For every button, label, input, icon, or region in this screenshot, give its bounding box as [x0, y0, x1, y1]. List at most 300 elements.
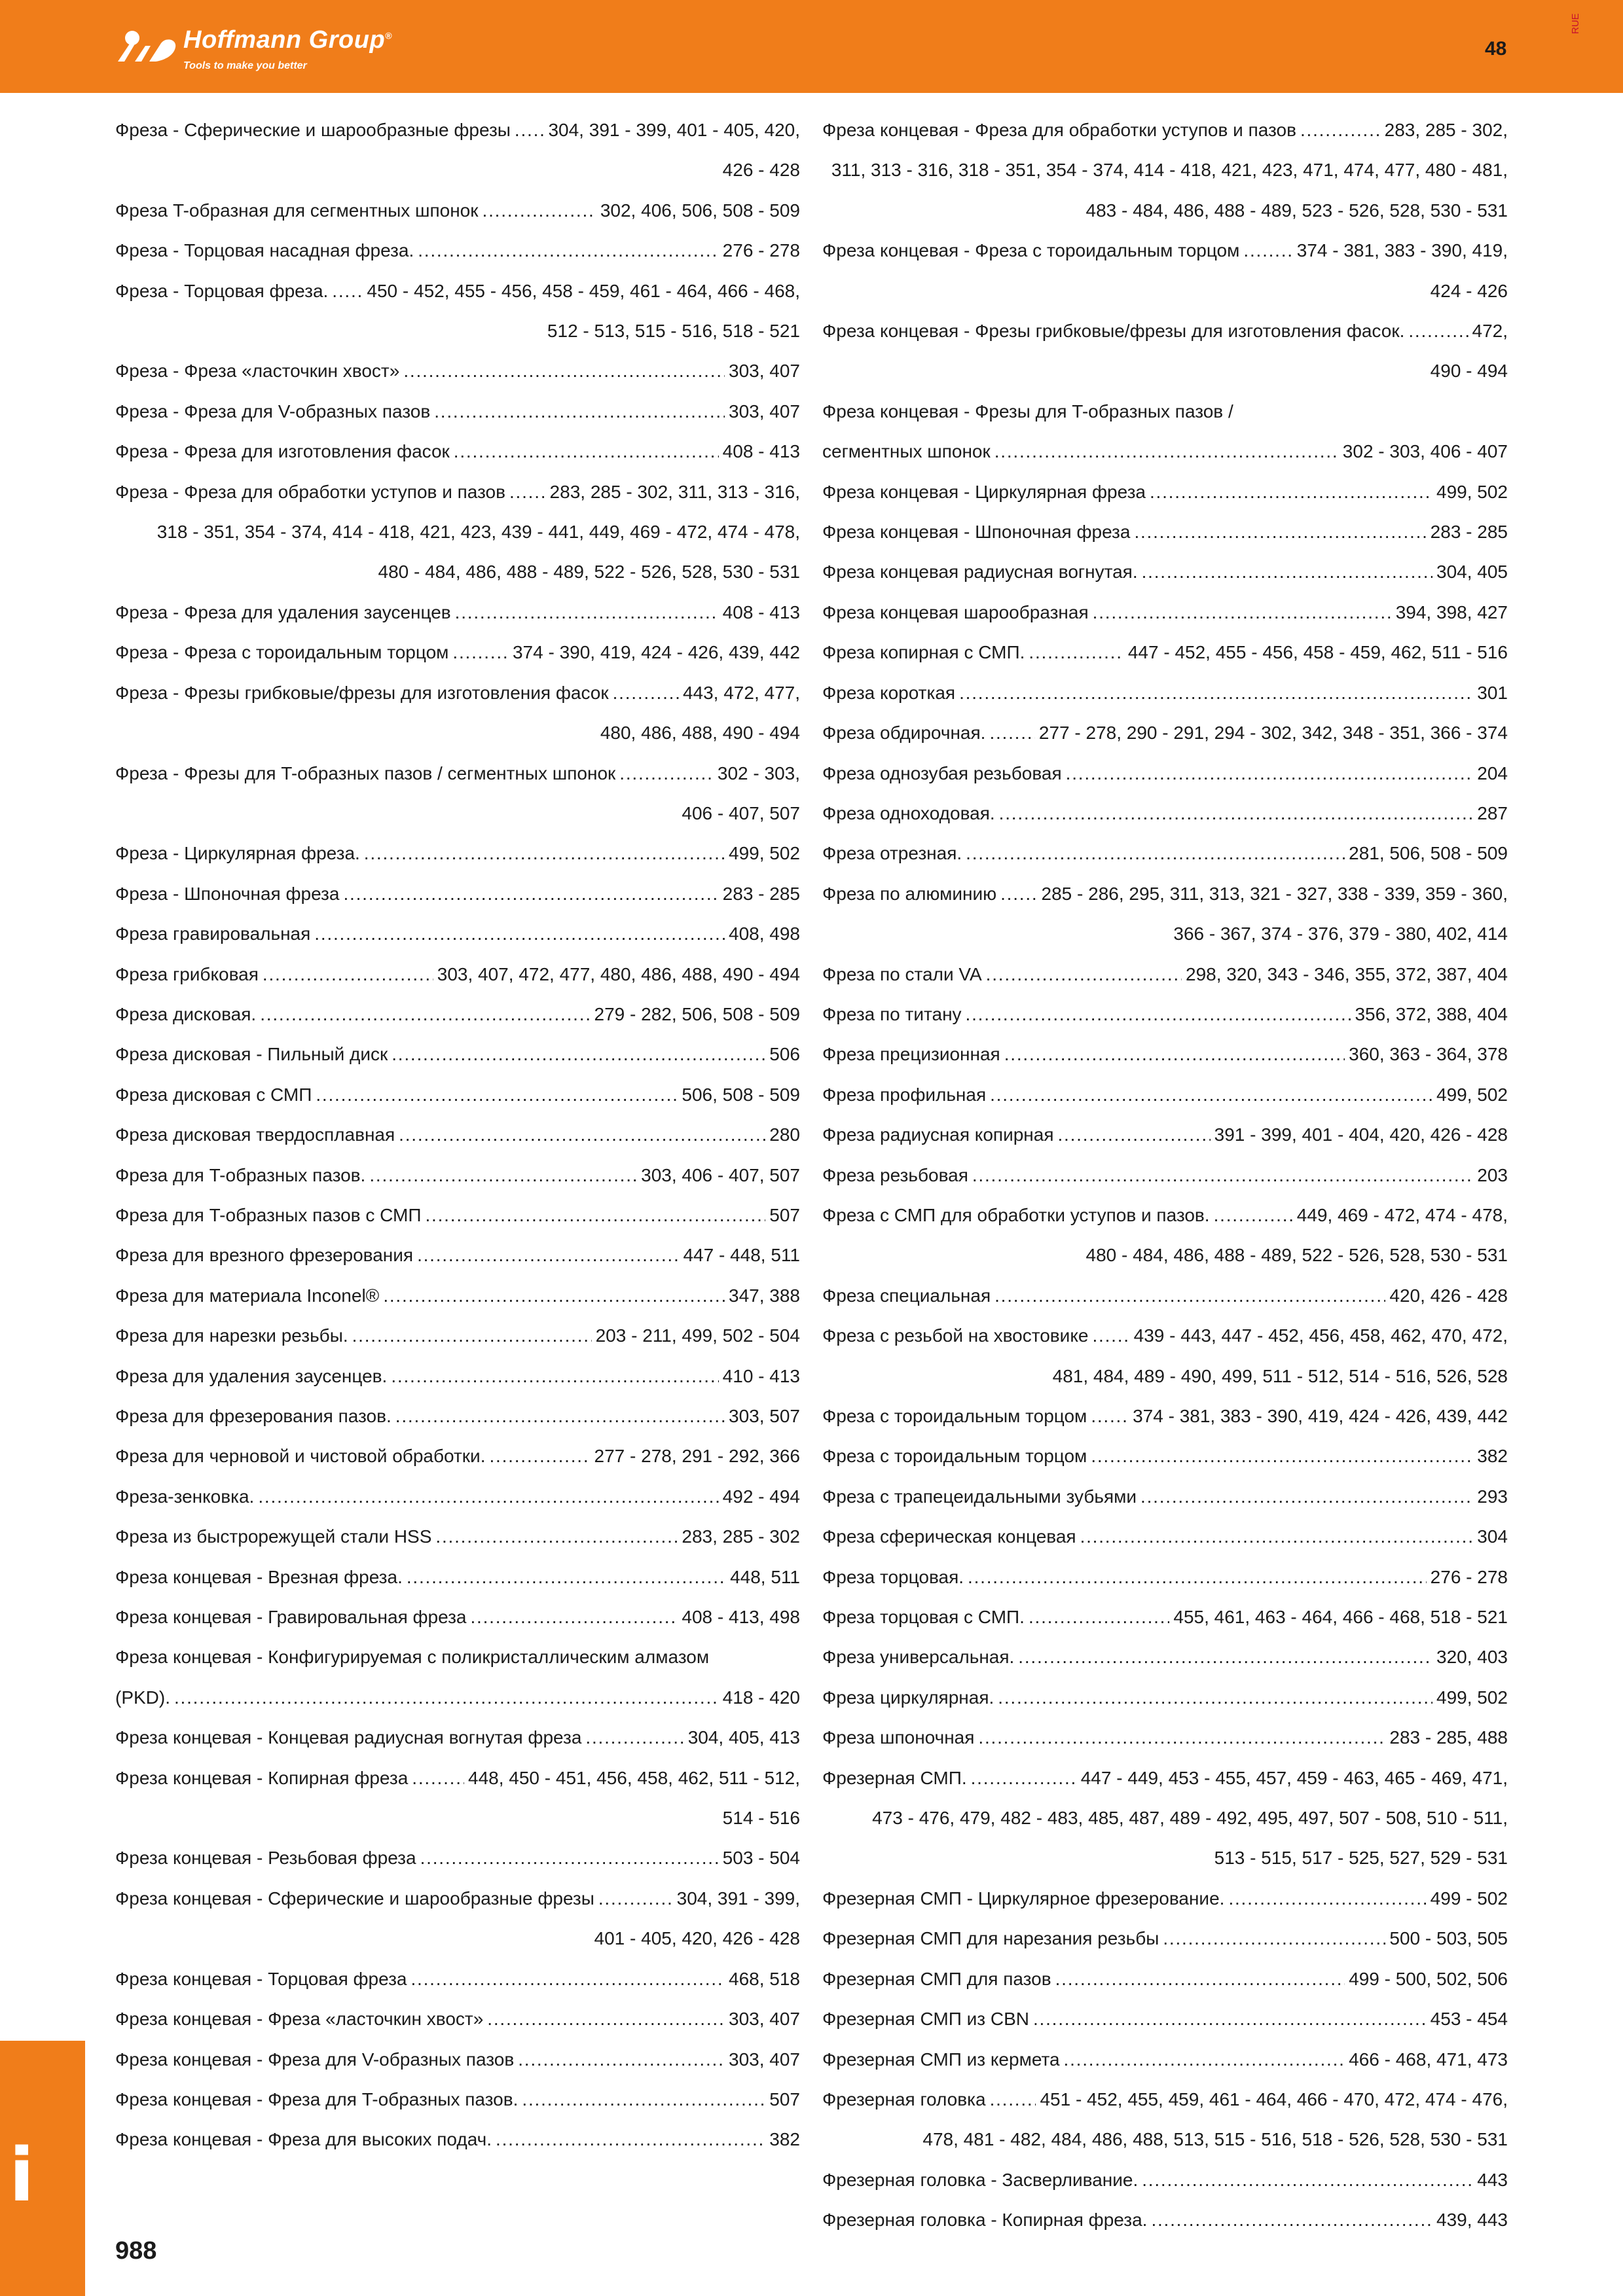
index-entry: [822, 2079, 1508, 2119]
page-reference[interactable]: 302 - 303,: [717, 762, 800, 783]
dot-leader: [391, 1356, 718, 1396]
index-entry: [115, 1717, 800, 1757]
dot-leader: [994, 431, 1339, 471]
index-term: Фреза обдирочная.: [822, 723, 986, 744]
dot-leader: [470, 1597, 678, 1637]
dot-leader: [1408, 311, 1468, 351]
page-reference[interactable]: 302, 406, 506, 508 - 509: [600, 200, 800, 221]
dot-leader: [1142, 2160, 1473, 2200]
page-reference[interactable]: 298, 320, 343 - 346, 355, 372, 387, 404: [1186, 963, 1508, 984]
dot-leader: [352, 1316, 592, 1355]
page-reference[interactable]: 506, 508 - 509: [682, 1084, 800, 1105]
index-term: Фреза-зенковка.: [115, 1486, 255, 1507]
dot-leader: [1142, 552, 1432, 592]
dot-leader: [1018, 1637, 1432, 1677]
page-reference[interactable]: 277 - 278, 291 - 292, 366: [594, 1446, 800, 1467]
index-entry: [115, 753, 800, 793]
index-term: Фреза - Фреза для изготовления фасок: [115, 441, 450, 462]
page-reference[interactable]: 304, 391 - 399, 401 - 405, 420,: [548, 120, 800, 140]
index-entry: [115, 1959, 800, 1999]
dot-leader: [1066, 753, 1474, 793]
dot-leader: [986, 954, 1182, 994]
page-reference[interactable]: 276 - 278: [1430, 1566, 1508, 1587]
dot-leader: [990, 1075, 1432, 1115]
page-reference[interactable]: 447 - 449, 453 - 455, 457, 459 - 463, 465 - 469, 471,: [1080, 1767, 1508, 1788]
dot-leader: [417, 1235, 679, 1275]
page-reference[interactable]: 394, 398, 427: [1395, 601, 1508, 622]
page-reference[interactable]: 410 - 413: [722, 1365, 800, 1386]
index-column-right: [822, 110, 1508, 2240]
dot-leader: [994, 1276, 1385, 1316]
language-tag: RUE: [1570, 13, 1581, 34]
dot-leader: [332, 271, 363, 311]
page-reference[interactable]: 382: [769, 2129, 800, 2150]
index-term: сегментных шпонок: [822, 441, 991, 462]
index-term: Фрезерная головка - Засверливание.: [822, 2169, 1139, 2190]
index-term: Фреза - Фреза для удаления заусенцев: [115, 601, 451, 622]
page-reference-continuation[interactable]: 514 - 516: [722, 1808, 800, 1829]
page-reference[interactable]: 455, 461, 463 - 464, 466 - 468, 518 - 521: [1173, 1607, 1508, 1628]
dot-leader: [1080, 1516, 1474, 1556]
dot-leader: [1163, 1918, 1385, 1958]
hoffmann-logo-icon: [115, 27, 181, 67]
dot-leader: [613, 673, 679, 713]
index-term: Фреза концевая - Фреза с тороидальным торцом: [822, 240, 1240, 261]
index-term: Фреза из быстрорежущей стали HSS: [115, 1526, 432, 1547]
dot-leader: [989, 713, 1034, 753]
page-reference-continuation[interactable]: 473 - 476, 479, 482 - 483, 485, 487, 489 - 492, 495, 497, 507 - 508, 510 - 511,: [872, 1808, 1508, 1829]
page-reference[interactable]: 303, 507: [729, 1406, 800, 1426]
index-term: Фреза для удаления заусенцев.: [115, 1365, 388, 1386]
page-reference[interactable]: 439, 443: [1436, 2210, 1508, 2231]
page-reference-continuation[interactable]: 478, 481 - 482, 484, 486, 488, 513, 515 - 516, 518 - 526, 528, 530 - 531: [922, 2129, 1508, 2150]
index-entry: [115, 1557, 800, 1597]
dot-leader: [1228, 1878, 1426, 1918]
index-entry: [822, 673, 1508, 713]
dot-leader: [998, 1677, 1432, 1717]
index-term: Фреза концевая - Фреза «ласточкин хвост»: [115, 2009, 484, 2030]
page-reference[interactable]: 499, 502: [1436, 1687, 1508, 1708]
index-term: Фрезерная СМП из кермета: [822, 2049, 1060, 2070]
index-term: Фреза одноходовая.: [822, 802, 995, 823]
page-reference-continuation[interactable]: 480, 486, 488, 490 - 494: [600, 723, 800, 744]
page-reference[interactable]: 408 - 413: [722, 601, 800, 622]
dot-leader: [1243, 230, 1292, 270]
index-entry: [115, 1758, 800, 1798]
dot-leader: [1091, 1396, 1129, 1436]
page-reference[interactable]: 281, 506, 508 - 509: [1349, 843, 1508, 864]
index-term: Фреза концевая - Копирная фреза: [115, 1767, 409, 1788]
dot-leader: [1029, 632, 1123, 672]
index-entry: [822, 552, 1508, 592]
index-entry: [115, 1838, 800, 1878]
index-entry: [822, 1075, 1508, 1115]
index-entry: [822, 1758, 1508, 1798]
dot-leader: [1214, 1195, 1293, 1235]
page-reference-continuation[interactable]: 483 - 484, 486, 488 - 489, 523 - 526, 528, 530 - 531: [1085, 200, 1508, 221]
dot-leader: [1150, 472, 1432, 512]
brand-name: Hoffmann Group®: [183, 26, 392, 54]
dot-leader: [392, 1034, 765, 1074]
page-reference[interactable]: 280: [769, 1124, 800, 1145]
index-entry: [822, 753, 1508, 793]
dot-leader: [174, 1677, 719, 1717]
index-term: Фреза с тороидальным торцом: [822, 1446, 1087, 1467]
page-reference[interactable]: 303, 407: [729, 2049, 800, 2070]
page-reference[interactable]: 303, 407: [729, 361, 800, 382]
page-reference[interactable]: 448, 450 - 451, 456, 458, 462, 511 - 512,: [468, 1767, 800, 1788]
index-term: Фреза шпоночная: [822, 1727, 975, 1748]
index-entry: [822, 1677, 1508, 1717]
page-reference[interactable]: 279 - 282, 506, 508 - 509: [594, 1003, 800, 1024]
page-reference[interactable]: 276 - 278: [722, 240, 800, 261]
dot-leader: [971, 1758, 1077, 1798]
index-term: Фреза концевая - Резьбовая фреза: [115, 1848, 416, 1869]
page-reference[interactable]: 448, 511: [730, 1566, 800, 1587]
index-entry: [822, 110, 1508, 150]
index-term: Фреза однозубая резьбовая: [822, 762, 1062, 783]
index-term: Фреза - Фрезы для T-образных пазов / сегментных шпонок: [115, 762, 616, 783]
index-term: Фреза по стали VA: [822, 963, 982, 984]
index-term: Фреза по алюминию: [822, 883, 997, 904]
page-reference-continuation[interactable]: 426 - 428: [722, 160, 800, 181]
dot-leader: [260, 994, 590, 1034]
index-entry: [115, 874, 800, 914]
index-term: Фреза концевая - Гравировальная фреза: [115, 1607, 467, 1628]
page-reference[interactable]: 203: [1477, 1164, 1508, 1185]
index-entry: [822, 793, 1508, 833]
dot-leader: [1151, 2200, 1432, 2240]
page-reference-continuation[interactable]: 366 - 367, 374 - 376, 379 - 380, 402, 414: [1173, 924, 1508, 944]
page-reference[interactable]: 499, 502: [1436, 481, 1508, 502]
page-reference[interactable]: 287: [1477, 802, 1508, 823]
dot-leader: [435, 1516, 678, 1556]
index-term: Фреза концевая - Врезная фреза.: [115, 1566, 403, 1587]
dot-leader: [383, 1276, 725, 1316]
index-term: Фреза для врезного фрезерования: [115, 1245, 414, 1266]
page-reference[interactable]: 439 - 443, 447 - 452, 456, 458, 462, 470, 472,: [1133, 1325, 1508, 1346]
dot-leader: [1004, 1034, 1345, 1074]
index-term: Фреза с тороидальным торцом: [822, 1406, 1087, 1426]
page-reference[interactable]: 453 - 454: [1430, 2009, 1508, 2030]
dot-leader: [999, 793, 1474, 833]
page-reference[interactable]: 507: [769, 1204, 800, 1225]
page-reference[interactable]: 472,: [1472, 321, 1508, 342]
index-entry: [115, 1637, 800, 1677]
index-term: Фреза - Фреза с тороидальным торцом: [115, 642, 449, 663]
page-reference[interactable]: 374 - 390, 419, 424 - 426, 439, 442: [512, 642, 800, 663]
page-reference[interactable]: 304, 391 - 399,: [676, 1888, 800, 1909]
index-entry: [822, 1999, 1508, 2039]
index-entry: [115, 391, 800, 431]
index-term: (PKD).: [115, 1687, 170, 1708]
index-entry: [822, 391, 1508, 431]
dot-leader: [522, 2079, 765, 2119]
page-reference[interactable]: 283, 285 - 302,: [1384, 120, 1508, 140]
page-reference[interactable]: 293: [1477, 1486, 1508, 1507]
page-reference[interactable]: 204: [1477, 762, 1508, 783]
index-entry: [822, 230, 1508, 270]
index-entry: [115, 431, 800, 471]
index-entry: [822, 1717, 1508, 1757]
index-term: Фреза концевая - Фреза для высоких подач.: [115, 2129, 492, 2150]
dot-leader: [1091, 1436, 1473, 1476]
page-reference[interactable]: 391 - 399, 401 - 404, 420, 426 - 428: [1214, 1124, 1508, 1145]
index-entry: [115, 351, 800, 391]
page-reference[interactable]: 506: [769, 1044, 800, 1065]
index-entry: [822, 1276, 1508, 1316]
dot-leader: [399, 1115, 765, 1155]
index-term: Фреза короткая: [822, 682, 956, 703]
page-reference-continuation[interactable]: 311, 313 - 316, 318 - 351, 354 - 374, 414 - 418, 421, 423, 471, 474, 477, 480 - 481,: [831, 160, 1508, 181]
dot-leader: [263, 954, 433, 994]
index-term: Фреза для материала Inconel®: [115, 1285, 380, 1306]
page-reference[interactable]: 503 - 504: [722, 1848, 800, 1869]
index-term: Фреза профильная: [822, 1084, 987, 1105]
index-term: Фреза для черновой и чистовой обработки.: [115, 1446, 486, 1467]
page-reference[interactable]: 408, 498: [729, 924, 800, 944]
index-term: Фреза для фрезерования пазов.: [115, 1406, 392, 1426]
page-reference[interactable]: 283 - 285: [1430, 522, 1508, 543]
dot-leader: [483, 190, 596, 230]
index-entry: [822, 512, 1508, 552]
page-reference[interactable]: 507: [769, 2089, 800, 2109]
page-reference[interactable]: 283 - 285, 488: [1389, 1727, 1508, 1748]
page-reference[interactable]: 418 - 420: [722, 1687, 800, 1708]
page-reference[interactable]: 500 - 503, 505: [1389, 1928, 1508, 1949]
dot-leader: [968, 1557, 1427, 1597]
page-reference[interactable]: 466 - 468, 471, 473: [1349, 2049, 1508, 2070]
page-reference[interactable]: 382: [1477, 1446, 1508, 1467]
dot-leader: [1134, 512, 1426, 552]
page-reference-continuation[interactable]: 480 - 484, 486, 488 - 489, 522 - 526, 528, 530 - 531: [1085, 1245, 1508, 1266]
index-entry: [115, 2039, 800, 2079]
index-entry: [115, 1436, 800, 1476]
page-reference-continuation[interactable]: 490 - 494: [1430, 361, 1508, 382]
index-entry: [115, 190, 800, 230]
index-entry: [822, 1155, 1508, 1195]
page-reference[interactable]: 304, 405: [1436, 562, 1508, 583]
page-reference-continuation[interactable]: 512 - 513, 515 - 516, 518 - 521: [547, 321, 800, 342]
page-reference[interactable]: 301: [1477, 682, 1508, 703]
page-reference[interactable]: 283, 285 - 302, 311, 313 - 316,: [549, 481, 800, 502]
dot-leader: [1029, 1597, 1169, 1637]
page-reference-continuation[interactable]: 481, 484, 489 - 490, 499, 511 - 512, 514 - 516, 526, 528: [1052, 1365, 1508, 1386]
page-reference[interactable]: 499, 502: [729, 843, 800, 864]
page-reference[interactable]: 303, 407: [729, 401, 800, 422]
index-entry: [115, 1155, 800, 1195]
index-term: Фреза концевая - Фрезы грибковые/фрезы для изготовления фасок.: [822, 321, 1405, 342]
index-term: Фреза дисковая - Пильный диск: [115, 1044, 388, 1065]
index-term: Фреза концевая - Торцовая фреза: [115, 1968, 407, 1989]
index-term: Фреза T-образная для сегментных шпонок: [115, 200, 479, 221]
index-term: Фреза для нарезки резьбы.: [115, 1325, 348, 1346]
dot-leader: [316, 1075, 678, 1115]
index-entry: [822, 431, 1508, 471]
dot-leader: [403, 351, 725, 391]
index-term: Фреза по титану: [822, 1003, 962, 1024]
dot-leader: [978, 1717, 1385, 1757]
index-entry: [115, 1276, 800, 1316]
index-term: Фреза сферическая концевая: [822, 1526, 1076, 1547]
dot-leader: [1064, 2039, 1345, 2079]
brand-tagline: Tools to make you better: [183, 60, 307, 71]
index-term: Фрезерная СМП.: [822, 1767, 967, 1788]
index-term: Фреза торцовая с СМП.: [822, 1607, 1025, 1628]
index-entry: [822, 954, 1508, 994]
index-entry: [115, 1356, 800, 1396]
index-term: Фреза - Сферические и шарообразные фрезы: [115, 120, 511, 140]
page-reference[interactable]: 304: [1477, 1526, 1508, 1547]
index-term: Фреза универсальная.: [822, 1647, 1015, 1668]
index-entry: [822, 1115, 1508, 1155]
index-entry: [115, 1115, 800, 1155]
index-term: Фреза резьбовая: [822, 1164, 968, 1185]
index-entry: [822, 1195, 1508, 1235]
index-term: Фреза концевая шарообразная: [822, 601, 1089, 622]
dot-leader: [518, 2039, 725, 2079]
page-reference[interactable]: 449, 469 - 472, 474 - 478,: [1296, 1204, 1508, 1225]
index-term: Фреза концевая - Сферические и шарообразные фрезы: [115, 1888, 594, 1909]
index-term: Фреза грибковая: [115, 963, 259, 984]
index-entry: [115, 1075, 800, 1115]
page-reference[interactable]: 347, 388: [729, 1285, 800, 1306]
page-reference[interactable]: 447 - 452, 455 - 456, 458 - 459, 462, 511 - 516: [1127, 642, 1508, 663]
page-reference[interactable]: 443, 472, 477,: [682, 682, 800, 703]
index-entry: [115, 472, 800, 512]
page-reference[interactable]: 303, 407: [729, 2009, 800, 2030]
page-reference[interactable]: 356, 372, 388, 404: [1355, 1003, 1508, 1024]
page-reference[interactable]: 203 - 211, 499, 502 - 504: [595, 1325, 800, 1346]
index-entry: [822, 632, 1508, 672]
page-reference[interactable]: 408 - 413: [722, 441, 800, 462]
index-column-left: [115, 110, 800, 2160]
index-entry: [115, 1034, 800, 1074]
page-reference-continuation[interactable]: 424 - 426: [1430, 280, 1508, 301]
index-entry: [115, 1316, 800, 1355]
index-term: Фреза с трапецеидальными зубьями: [822, 1486, 1137, 1507]
page-reference[interactable]: 374 - 381, 383 - 390, 419, 424 - 426, 439, 442: [1133, 1406, 1508, 1426]
index-entry: [822, 1637, 1508, 1677]
index-term: Фреза для T-образных пазов.: [115, 1164, 366, 1185]
page-reference[interactable]: 420, 426 - 428: [1389, 1285, 1508, 1306]
dot-leader: [1300, 110, 1381, 150]
page-reference[interactable]: 499, 502: [1436, 1084, 1508, 1105]
dot-leader: [1000, 874, 1037, 914]
index-entry: [115, 271, 800, 311]
index-entry: [822, 592, 1508, 632]
page-reference[interactable]: 443: [1477, 2169, 1508, 2190]
page-reference-continuation[interactable]: 318 - 351, 354 - 374, 414 - 418, 421, 423, 439 - 441, 449, 469 - 472, 474 - 478,: [156, 522, 800, 543]
page-reference[interactable]: 468, 518: [729, 1968, 800, 1989]
page-reference[interactable]: 277 - 278, 290 - 291, 294 - 302, 342, 348 - 351, 366 - 374: [1038, 723, 1508, 744]
index-term: Фреза - Фрезы грибковые/фрезы для изготовления фасок: [115, 682, 609, 703]
page-reference[interactable]: 304, 405, 413: [687, 1727, 800, 1748]
page-reference[interactable]: 285 - 286, 295, 311, 313, 321 - 327, 338 - 339, 359 - 360,: [1041, 883, 1508, 904]
index-term: Фреза концевая - Шпоночная фреза: [822, 522, 1131, 543]
index-entry: [822, 1477, 1508, 1516]
page-reference[interactable]: 447 - 448, 511: [683, 1245, 800, 1266]
index-entry: [822, 1034, 1508, 1074]
dot-leader: [1093, 592, 1392, 632]
dot-leader: [434, 391, 725, 431]
dot-leader: [515, 110, 545, 150]
dot-leader: [959, 673, 1473, 713]
index-entry: [822, 1316, 1508, 1355]
index-term: Фрезерная головка - Копирная фреза.: [822, 2210, 1148, 2231]
page-reference-continuation[interactable]: 480 - 484, 486, 488 - 489, 522 - 526, 528, 530 - 531: [378, 562, 800, 583]
page-reference[interactable]: 450 - 452, 455 - 456, 458 - 459, 461 - 464, 466 - 468,: [367, 280, 800, 301]
index-entry: [115, 1396, 800, 1436]
index-entry: [822, 1918, 1508, 1958]
info-i-icon: i: [9, 2133, 35, 2218]
page-reference[interactable]: 283 - 285: [722, 883, 800, 904]
dot-leader: [585, 1717, 684, 1757]
page-reference[interactable]: 499 - 500, 502, 506: [1349, 1968, 1508, 1989]
page-reference[interactable]: 492 - 494: [722, 1486, 800, 1507]
index-entry: [115, 632, 800, 672]
index-entry: [115, 592, 800, 632]
page-reference[interactable]: 408 - 413, 498: [682, 1607, 800, 1628]
index-entry: [822, 472, 1508, 512]
dot-leader: [425, 1195, 765, 1235]
dot-leader: [454, 431, 719, 471]
index-term: Фреза с СМП для обработки уступов и пазов.: [822, 1204, 1210, 1225]
page-reference[interactable]: 302 - 303, 406 - 407: [1342, 441, 1508, 462]
dot-leader: [410, 1959, 725, 1999]
index-term: Фрезерная СМП для нарезания резьбы: [822, 1928, 1159, 1949]
index-entry: [115, 1477, 800, 1516]
index-entry: [115, 914, 800, 954]
index-term: Фреза - Шпоночная фреза: [115, 883, 340, 904]
index-term: Фреза для T-образных пазов с СМП: [115, 1204, 422, 1225]
page-reference[interactable]: 283, 285 - 302: [682, 1526, 800, 1547]
index-entry: [115, 1597, 800, 1637]
index-term: Фреза - Фреза для V-образных пазов: [115, 401, 431, 422]
index-entry: [822, 311, 1508, 351]
dot-leader: [496, 2119, 765, 2159]
page-reference[interactable]: 320, 403: [1436, 1647, 1508, 1668]
dot-leader: [1092, 1316, 1129, 1355]
page-reference[interactable]: 360, 363 - 364, 378: [1349, 1044, 1508, 1065]
index-term: Фреза концевая - Концевая радиусная вогнутая фреза: [115, 1727, 582, 1748]
page-reference[interactable]: 303, 406 - 407, 507: [641, 1164, 800, 1185]
index-entry: [115, 1999, 800, 2039]
index-term: Фреза концевая радиусная вогнутая.: [822, 562, 1138, 583]
index-entry: [822, 1878, 1508, 1918]
dot-leader: [314, 914, 725, 954]
page-reference[interactable]: 451 - 452, 455, 459, 461 - 464, 466 - 470, 472, 474 - 476,: [1040, 2089, 1508, 2109]
index-term: Фреза концевая - Конфигурируемая с поликристаллическим алмазом: [115, 1647, 710, 1668]
dot-leader: [369, 1155, 637, 1195]
page-reference[interactable]: 374 - 381, 383 - 390, 419,: [1296, 240, 1508, 261]
dot-leader: [1033, 1999, 1427, 2039]
index-entry: [115, 2119, 800, 2159]
dot-leader: [364, 833, 725, 873]
page-reference[interactable]: 303, 407, 472, 477, 480, 486, 488, 490 - 494: [437, 963, 800, 984]
page-reference[interactable]: 499 - 502: [1430, 1888, 1508, 1909]
index-term: Фреза дисковая с СМП: [115, 1084, 312, 1105]
page-reference-continuation[interactable]: 406 - 407, 507: [682, 802, 800, 823]
dot-leader: [395, 1396, 725, 1436]
index-entry: [115, 1195, 800, 1235]
page-reference-continuation[interactable]: 513 - 515, 517 - 525, 527, 529 - 531: [1214, 1848, 1508, 1869]
page-reference-continuation[interactable]: 401 - 405, 420, 426 - 428: [594, 1928, 800, 1949]
index-term: Фреза отрезная.: [822, 843, 962, 864]
index-term: Фреза радиусная копирная: [822, 1124, 1054, 1145]
dot-leader: [972, 1155, 1473, 1195]
index-term: Фреза концевая - Циркулярная фреза: [822, 481, 1146, 502]
